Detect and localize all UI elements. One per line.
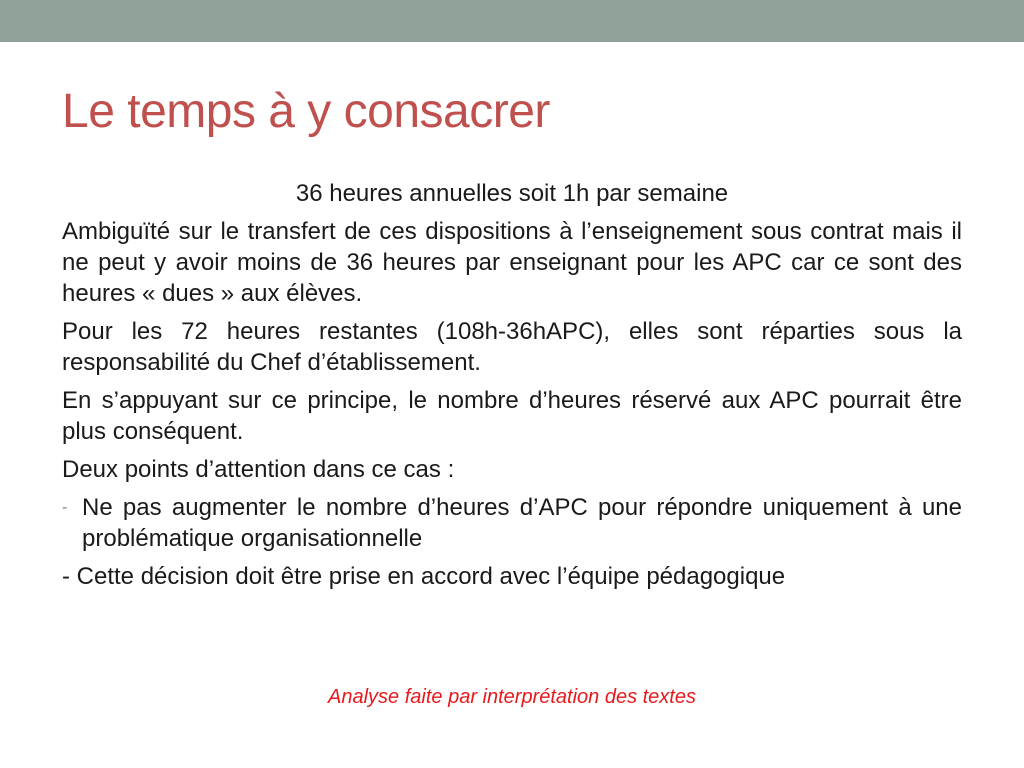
slide-content xyxy=(62,178,962,599)
footnote: Analyse faite par interprétation des textes xyxy=(328,686,696,708)
paragraph-attention-points: Deux points d’attention dans ce cas : xyxy=(62,456,455,483)
paragraph-remaining-hours: Pour les 72 heures restantes (108h-36hAPC), elles sont réparties sous la responsabilité du Chef d’établissement. xyxy=(62,318,962,376)
paragraph-ambiguity: Ambiguïté sur le transfert de ces dispositions à l’enseignement sous contrat mais il ne peut y avoir moins de 36 heures par enseignant pour les APC car ce sont des heures « dues » aux élèves. xyxy=(62,218,962,307)
bullet-item xyxy=(62,492,962,554)
dash-bullet-icon: - xyxy=(62,499,68,516)
slide-title: Le temps à y consacrer xyxy=(62,85,550,138)
bullet-text: Ne pas augmenter le nombre d’heures d’APC pour répondre uniquement à une problématique organisationnelle xyxy=(82,494,962,552)
paragraph-decision: - Cette décision doit être prise en accord avec l’équipe pédagogique xyxy=(62,563,786,590)
slide-top-bar xyxy=(0,0,1024,42)
paragraph-principle: En s’appuyant sur ce principe, le nombre d’heures réservé aux APC pourrait être plus conséquent. xyxy=(62,387,962,445)
intro-line: 36 heures annuelles soit 1h par semaine xyxy=(295,180,729,207)
